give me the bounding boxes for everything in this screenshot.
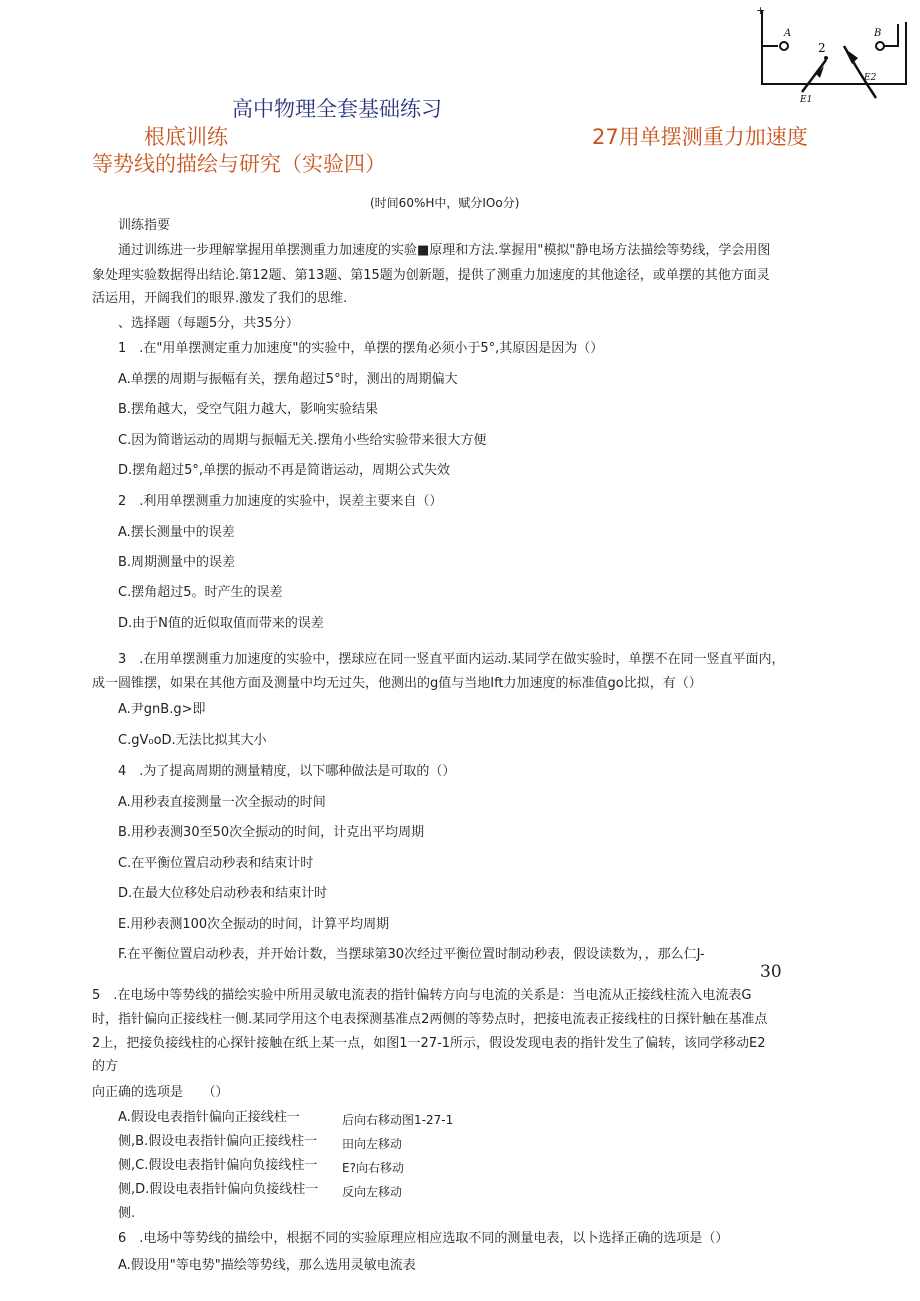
question-4-stem: 4 .为了提高周期的测量精度，以下哪种做法是可取的（） <box>118 764 456 779</box>
question-6-stem: 6 .电场中等势线的描绘中，根据不同的实验原理应相应选取不同的测量电表，以卜选择正确的选项是（） <box>118 1231 729 1246</box>
question-6-option: A.假设用"等电势"描绘等势线，那么选用灵敏电流表 <box>118 1258 416 1273</box>
question-4-option: B.用秒表测30至50次全振动的时间，计克出平均周期 <box>118 825 425 840</box>
basic-training-title: 根底训练 <box>144 125 228 149</box>
guide-heading: 训练指要 <box>118 218 171 233</box>
question-5-option-right: 后向右移动图1-27-1 <box>342 1113 454 1127</box>
label-e1: E1 <box>800 95 813 104</box>
question-5-stem: 的方 <box>92 1059 119 1074</box>
question-1-option: C.因为简谐运动的周期与振幅无关.摆角小些给实验带来很大方便 <box>118 433 487 448</box>
question-5-option-left: 侧,D.假设电表指针偏向负接线柱一 <box>118 1182 319 1197</box>
question-4-option: F.在平衡位置启动秒表，并开始计数，当摆球第30次经过平衡位置时制动秒表，假设读数为，，那么仁J- <box>118 947 705 962</box>
question-4-option: D.在最大位移处启动秒表和结束计时 <box>118 886 328 901</box>
probe-e2 <box>844 46 876 98</box>
question-2-option: D.由于N值的近似取值而带来的误差 <box>118 616 324 631</box>
reference-point-2 <box>824 56 828 60</box>
question-5-stem: 2上，把接负接线柱的心探针接触在纸上某一点，如图1一27-1所示，假设发现电表的指针发生了偏转，该同学移动E2 <box>92 1036 766 1051</box>
label-a: A <box>784 28 792 39</box>
guide-line: 象处理实验数据得出结论.第12题、第13题、第15题为创新题，提供了测重力加速度的其他途径，或单摆的其他方面灵 <box>92 268 770 283</box>
guide-line: 通过训练进一步理解掌握用单摆测重力加速度的实验■原理和方法.掌握用"模拟"静电场方法描绘等势线，学会用图 <box>118 243 771 258</box>
question-3-stem: 成一圆锥摆，如果在其他方面及测量中均无过失，他测出的g值与当地Ift力加速度的标准值go比拟，有（） <box>92 676 702 691</box>
question-1-option: B.摆角越大，受空气阻力越大，影响实验结果 <box>118 402 379 417</box>
question-4-option: A.用秒表直接测量一次全振动的时间 <box>118 795 326 810</box>
label-e2: E2 <box>864 73 877 83</box>
fraction-denominator: 30 <box>760 962 782 982</box>
question-5-option-left: 侧. <box>118 1206 136 1221</box>
question-3-option: A.尹gnB.g>即 <box>118 702 206 717</box>
question-1-option: D.摆角超过5°,单摆的振动不再是简谐运动，周期公式失效 <box>118 463 451 478</box>
circuit-figure <box>748 4 916 104</box>
electrode-a <box>780 42 788 50</box>
experiment-title: 等势线的描绘与研究（实验四） <box>92 152 386 176</box>
question-5-option-left: 侧,C.假设电表指针偏向负接线柱一 <box>118 1158 318 1173</box>
electrode-b <box>876 42 884 50</box>
plus-sign: + <box>756 4 766 17</box>
question-2-option: B.周期测量中的误差 <box>118 555 236 570</box>
question-3-stem: 3 .在用单摆测重力加速度的实验中，摆球应在同一竖直平面内运动.某同学在做实验时，单摆不在同一竖直平面内， <box>118 652 785 667</box>
question-1-option: A.单摆的周期与振幅有关，摆角超过5°时，测出的周期偏大 <box>118 372 458 387</box>
electrode-b-wire <box>884 24 898 46</box>
question-5-stem: 5 .在电场中等势线的描绘实验中所用灵敏电流表的指针偏转方向与电流的关系是：当电流从正接线柱流入电流表G <box>92 988 752 1003</box>
question-5-stem: 时，指针偏向正接线柱一侧.某同学用这个电表探测基准点2两侧的等势点时，把接电流表正接线柱的日探针触在基准点 <box>92 1012 768 1027</box>
question-5-option-right: 田向左移动 <box>342 1137 403 1151</box>
question-5-option-right: 反向左移动 <box>342 1185 403 1199</box>
time-note: (时间60%H中，赋分IOo分) <box>370 196 520 210</box>
question-5-option-left: A.假设电表指针偏向正接线柱一 <box>118 1110 300 1125</box>
question-1-stem: 1 .在"用单摆测定重力加速度"的实验中，单摆的摆角必须小于5°,其原因是因为（） <box>118 341 604 356</box>
question-4-option: C.在平衡位置启动秒表和结束计时 <box>118 856 314 871</box>
question-2-option: C.摆角超过5。时产生的误差 <box>118 585 283 600</box>
label-b: B <box>874 28 882 39</box>
question-5-option-right: E?向右移动 <box>342 1161 404 1175</box>
question-2-stem: 2 .利用单摆测重力加速度的实验中，误差主要来自（） <box>118 494 443 509</box>
series-title: 高中物理全套基础练习 <box>232 97 442 121</box>
question-3-option: C.gV₀oD.无法比拟其大小 <box>118 733 267 748</box>
label-2: 2 <box>818 41 826 55</box>
probe-e1 <box>802 60 826 92</box>
section-heading: 、选择题（每题5分，共35分） <box>118 316 299 331</box>
question-5-option-left: 侧,B.假设电表指针偏向正接线柱一 <box>118 1134 318 1149</box>
guide-line: 活运用，开阔我们的眼界.激发了我们的思维. <box>92 291 348 306</box>
chapter-title: 27用单摆测重力加速度 <box>592 125 808 149</box>
question-4-option: E.用秒表测100次全振动的时间，计算平均周期 <box>118 917 390 932</box>
question-5-stem: 向正确的选项是 （） <box>92 1085 229 1100</box>
question-2-option: A.摆长测量中的误差 <box>118 525 235 540</box>
